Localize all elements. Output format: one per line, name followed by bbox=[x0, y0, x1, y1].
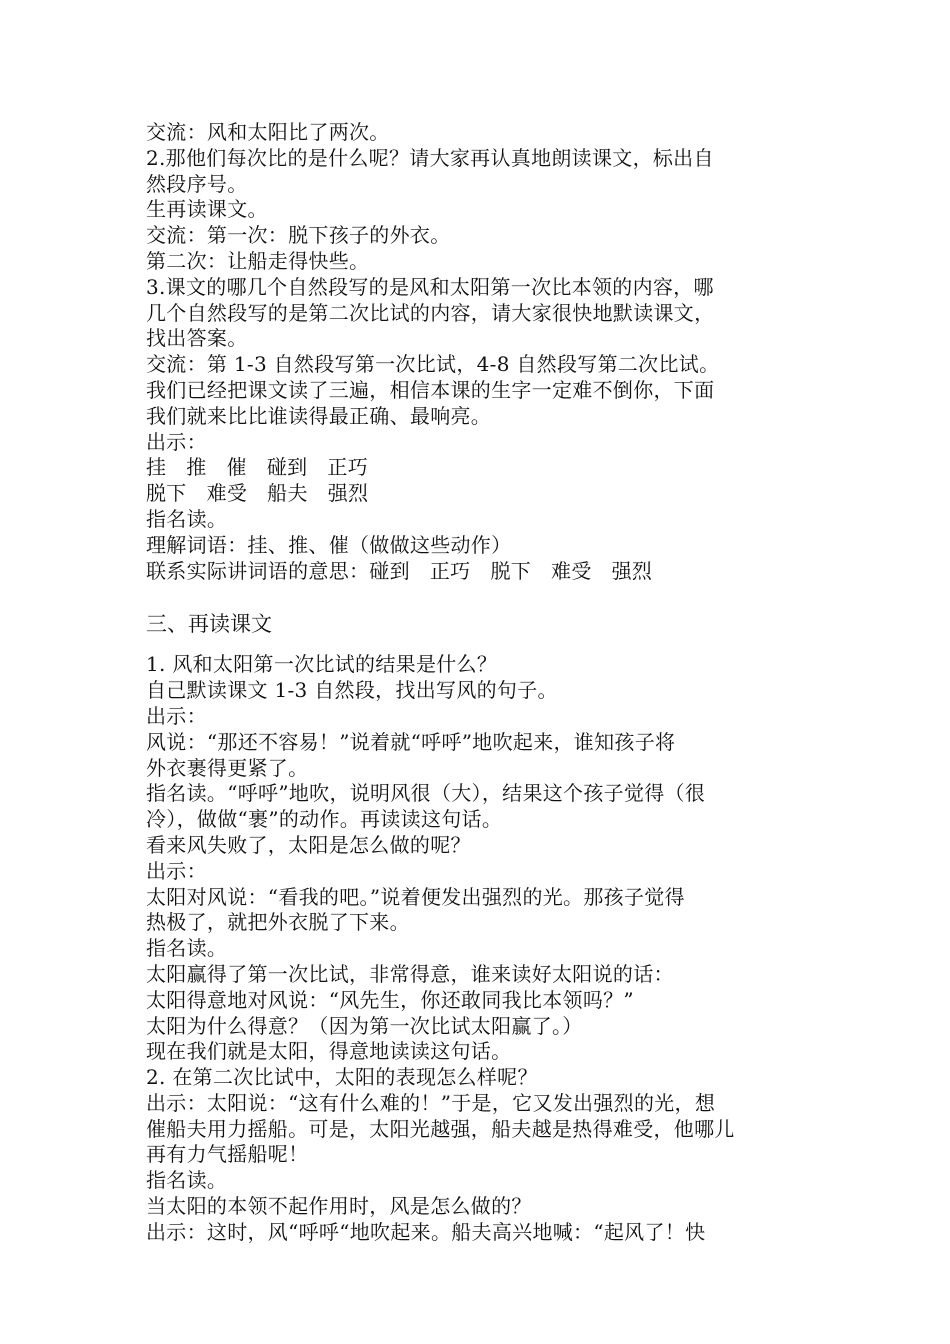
text-line: 太阳对风说：“看我的吧。”说着便发出强烈的光。那孩子觉得 bbox=[146, 884, 685, 909]
text-line: 现在我们就是太阳，得意地读读这句话。 bbox=[146, 1039, 512, 1064]
text-line: 太阳赢得了第一次比试，非常得意，谁来读好太阳说的话： bbox=[146, 961, 674, 986]
vocab-line: 联系实际讲词语的意思：碰到 正巧 脱下 难受 强烈 bbox=[146, 558, 653, 583]
text-line: 2. 在第二次比试中，太阳的表现怎么样呢？ bbox=[146, 1065, 538, 1090]
text-line: 2.那他们每次比的是什么呢？请大家再认真地朗读课文，标出自 bbox=[146, 145, 714, 170]
text-line: 出示： bbox=[146, 858, 207, 883]
text-line: 3.课文的哪几个自然段写的是风和太阳第一次比本领的内容，哪 bbox=[146, 274, 714, 299]
text-line: 冷），做做“裹”的动作。再读读这句话。 bbox=[146, 807, 503, 832]
text-line: 找出答案。 bbox=[146, 326, 248, 351]
text-line: 催船夫用力摇船。可是，太阳光越强，船夫越是热得难受，他哪儿 bbox=[146, 1116, 735, 1141]
document-body bbox=[146, 120, 816, 1246]
text-line: 再有力气摇船呢！ bbox=[146, 1142, 309, 1167]
text-line: 看来风失败了，太阳是怎么做的呢？ bbox=[146, 832, 471, 857]
text-line: 外衣裹得更紧了。 bbox=[146, 755, 309, 780]
text-line: 出示： bbox=[146, 429, 207, 454]
text-line: 我们就来比比谁读得最正确、最响亮。 bbox=[146, 403, 492, 428]
text-line: 交流：第一次：脱下孩子的外衣。 bbox=[146, 223, 451, 248]
text-line: 出示： bbox=[146, 703, 207, 728]
section-reread bbox=[146, 652, 816, 1245]
text-line: 交流：第 1-3 自然段写第一次比试，4-8 自然段写第二次比试。 bbox=[146, 352, 720, 377]
text-line: 指名读。“呼呼”地吹，说明风很（大），结果这个孩子觉得（很 bbox=[146, 781, 706, 806]
text-line: 热极了，就把外衣脱了下来。 bbox=[146, 910, 410, 935]
section-dialogue bbox=[146, 120, 816, 584]
spacer bbox=[146, 584, 816, 610]
text-line: 第二次：让船走得快些。 bbox=[146, 248, 370, 273]
vocab-line: 脱下 难受 船夫 强烈 bbox=[146, 481, 369, 506]
text-line: 交流：风和太阳比了两次。 bbox=[146, 120, 390, 144]
text-line: 然段序号。 bbox=[146, 171, 248, 196]
text-line: 当太阳的本领不起作用时，风是怎么做的？ bbox=[146, 1194, 532, 1219]
text-line: 几个自然段写的是第二次比试的内容，请大家很快地默读课文， bbox=[146, 300, 715, 325]
text-line: 理解词语：挂、推、催（做做这些动作） bbox=[146, 532, 512, 557]
text-line: 我们已经把课文读了三遍，相信本课的生字一定难不倒你，下面 bbox=[146, 377, 715, 402]
text-line: 指名读。 bbox=[146, 1168, 228, 1193]
vocab-line: 挂 推 催 碰到 正巧 bbox=[146, 455, 368, 480]
section-heading: 三、再读课文 bbox=[146, 612, 272, 637]
text-line: 太阳得意地对风说：“风先生，你还敢同我比本领吗？” bbox=[146, 987, 634, 1012]
text-line: 生再读课文。 bbox=[146, 197, 268, 222]
text-line: 风说：“那还不容易！”说着就“呼呼”地吹起来，谁知孩子将 bbox=[146, 729, 676, 754]
text-line: 出示：这时，风“呼呼“地吹起来。船夫高兴地喊：“起风了！快 bbox=[146, 1219, 706, 1244]
text-line: 自己默读课文 1-3 自然段，找出写风的句子。 bbox=[146, 678, 558, 703]
text-line: 指名读。 bbox=[146, 936, 228, 961]
text-line: 太阳为什么得意？（因为第一次比试太阳赢了。） bbox=[146, 1013, 583, 1038]
text-line: 指名读。 bbox=[146, 506, 228, 531]
text-line: 1. 风和太阳第一次比试的结果是什么？ bbox=[146, 652, 498, 677]
spacer bbox=[146, 638, 816, 652]
text-line: 出示：太阳说：“这有什么难的！”于是，它又发出强烈的光，想 bbox=[146, 1090, 716, 1115]
